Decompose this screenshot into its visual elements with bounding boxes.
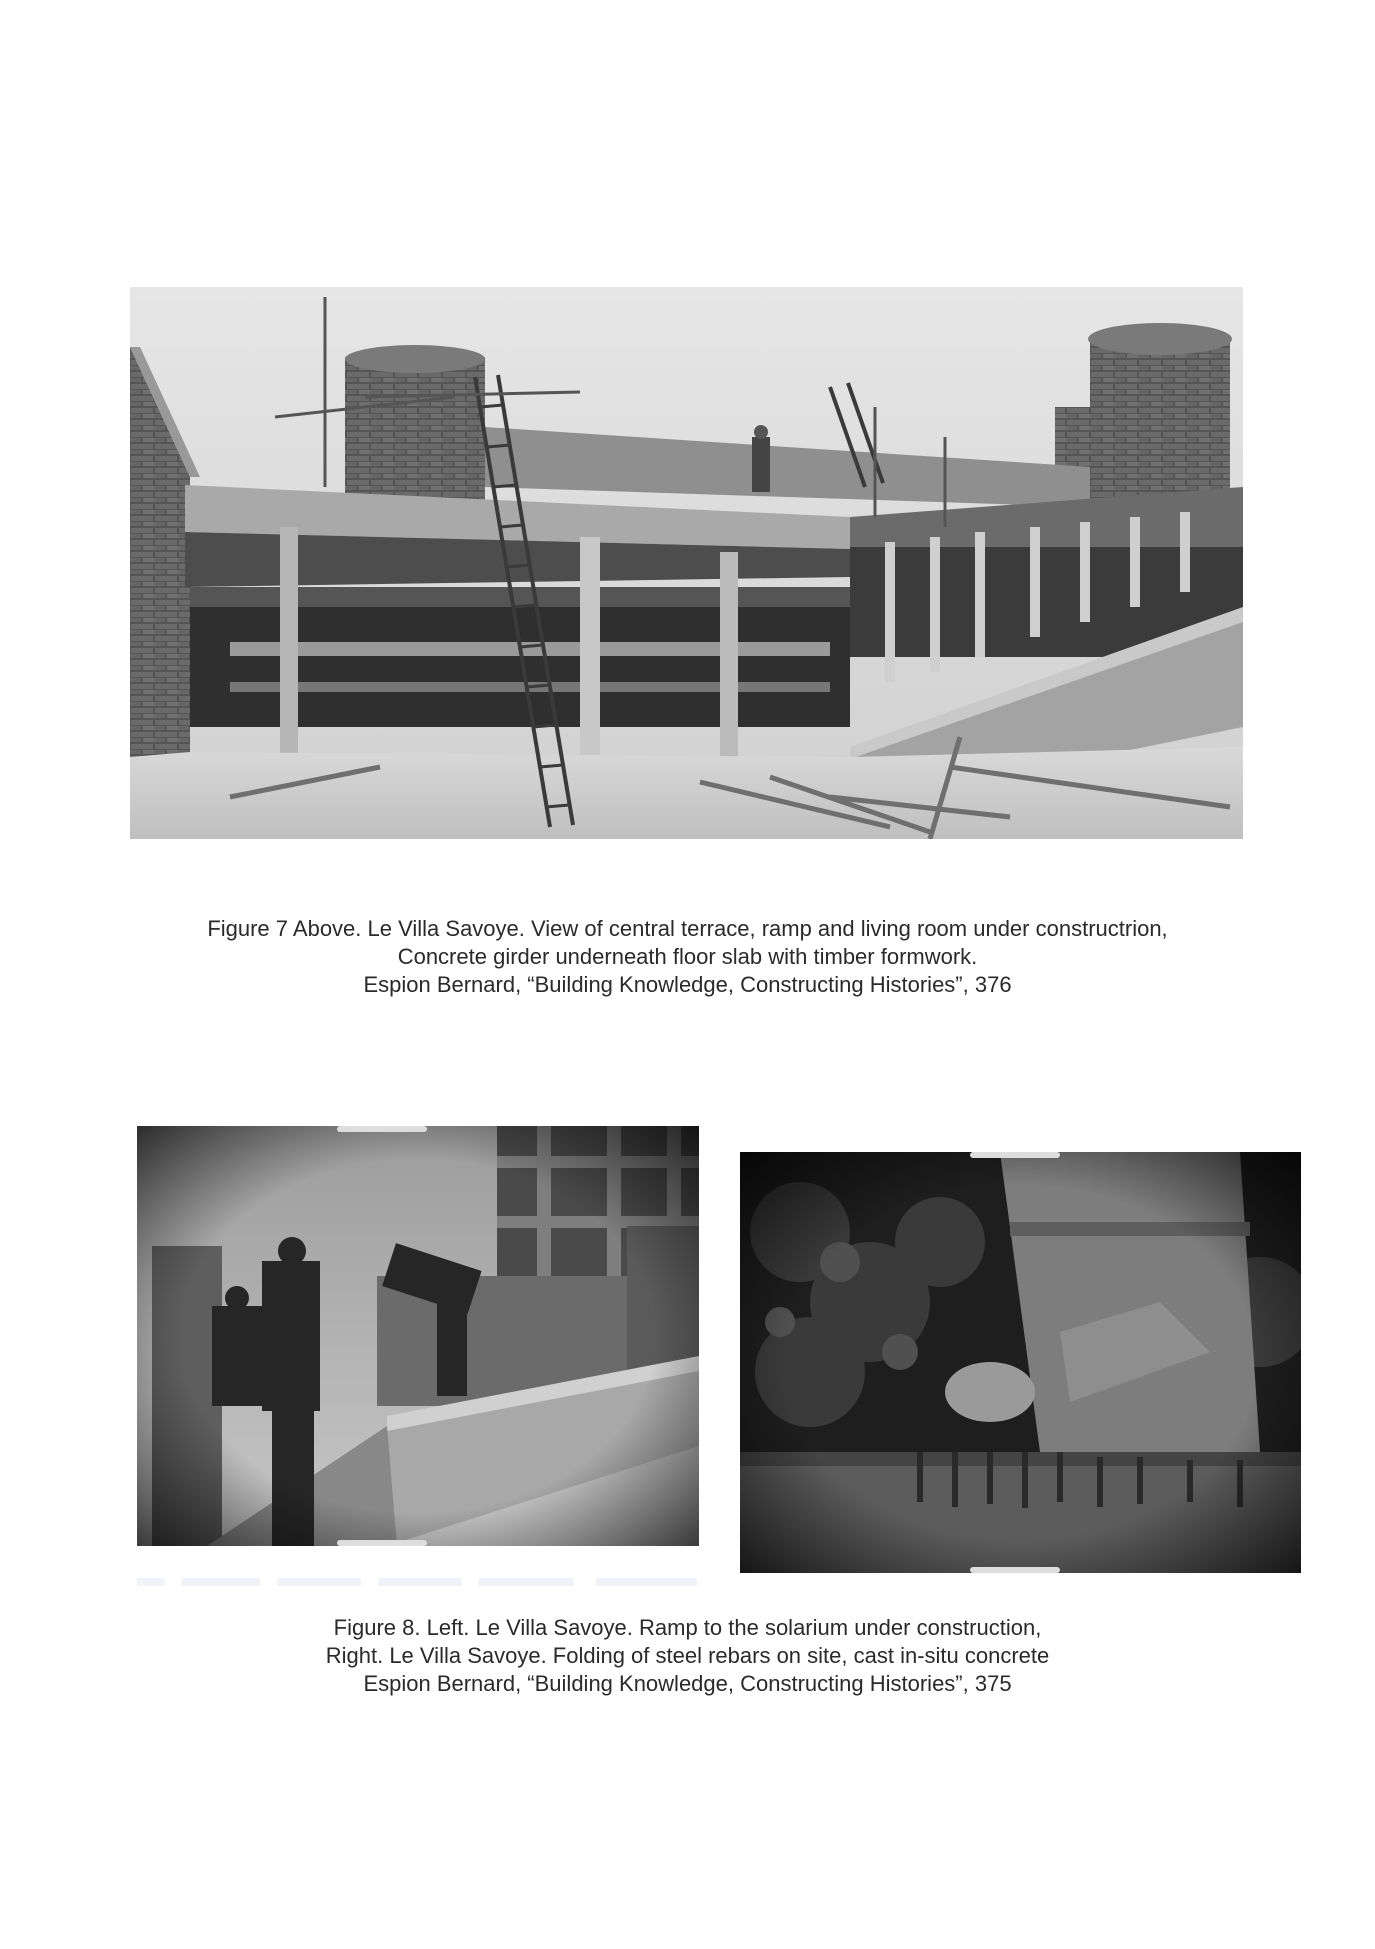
- figure-7-caption-line-1: Figure 7 Above. Le Villa Savoye. View of central terrace, ramp and living room under constructrion,: [207, 916, 1168, 941]
- figure-7-caption-line-3: Espion Bernard, “Building Knowledge, Constructing Histories”, 376: [363, 972, 1012, 997]
- figure-8-right-photo: [740, 1152, 1301, 1573]
- figure-7-caption: [0, 915, 1375, 999]
- figure-8-caption: [0, 1614, 1375, 1698]
- figure-7-caption-line-2: Concrete girder underneath floor slab with timber formwork.: [397, 944, 978, 969]
- figure-7-photo: [130, 287, 1243, 839]
- faded-text-artifact: [137, 1578, 697, 1586]
- figure-8-caption-line-2: Right. Le Villa Savoye. Folding of steel rebars on site, cast in-situ concrete: [325, 1643, 1050, 1668]
- figure-8-caption-line-1: Figure 8. Left. Le Villa Savoye. Ramp to the solarium under construction,: [333, 1615, 1042, 1640]
- figure-8-caption-line-3: Espion Bernard, “Building Knowledge, Constructing Histories”, 375: [363, 1671, 1012, 1696]
- figure-8-left-photo: [137, 1126, 699, 1546]
